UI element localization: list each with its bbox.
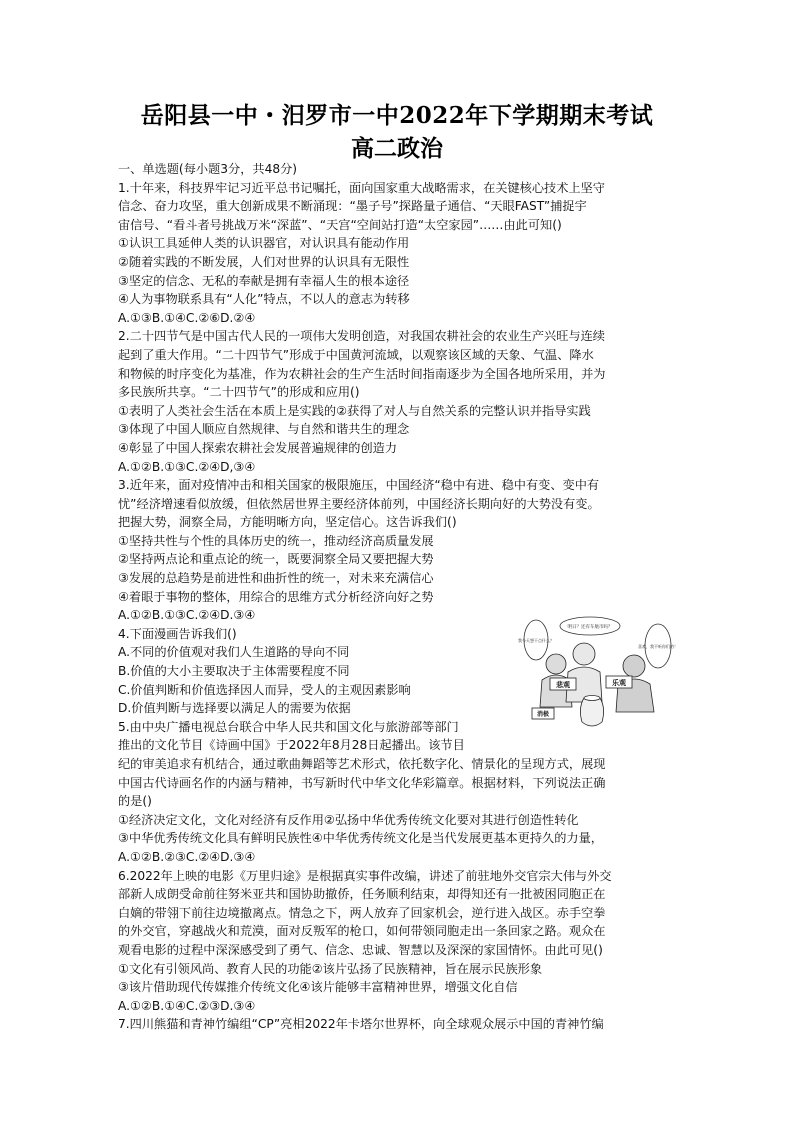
question-body — [118, 160, 688, 1034]
q1-line: 信念、奋力攻坚，重大创新成果不断涌现：“墨子号”探路量子通信、“天眼FAST”捕捉宇 — [118, 199, 587, 214]
q6-line: 部新人成朗受命前往努米亚共和国协助撤侨，任务顺利结束，却得知还有一批被困同胞正在 — [118, 887, 606, 902]
q6-line: 6.2022年上映的电影《万里归途》是根据真实事件改编，讲述了前驻地外交官宗大伟与外交 — [118, 868, 612, 883]
q3-option: ②坚持两点论和重点论的统一，既要洞察全局又要把握大势 — [118, 552, 434, 567]
q3-choices: A.①②B.①③C.②④D.③④ — [118, 608, 256, 623]
q4-option: A.不同的价值观对我们人生道路的导向不同 — [118, 645, 350, 660]
q5-line: 纪的审美追求有机结合，通过歌曲舞蹈等艺术形式，依托数字化、情景化的呈现方式，展现 — [118, 757, 606, 771]
q3-line: 3.近年来，面对疫情冲击和相关国家的极限施压，中国经济“稳中有进、稳中有变、变中有 — [118, 478, 600, 493]
q6-option: ①文化有引领风尚、教育人民的功能②该片弘扬了民族精神，旨在展示民族形象 — [118, 961, 543, 976]
sign-bottom-text: 消极 — [536, 711, 550, 718]
q5-line: 的是() — [118, 794, 152, 809]
q6-option: ③该片借助现代传媒推介传统文化④该片能够丰富精神世界，增强文化自信 — [118, 980, 518, 995]
q1-option: ①认识工具延伸人类的认识器官，对认识具有能动作用 — [118, 236, 410, 251]
sign-left-text: 悲观 — [556, 681, 570, 689]
q6-line: 的外交官，穿越战火和荒漠，面对反叛军的枪口，如何带领同胞走出一条回家之路。观众在 — [118, 924, 606, 939]
q1-option: ③坚定的信念、无私的奉献是拥有幸福人生的根本途径 — [118, 273, 410, 288]
q2-option: ①表明了人类社会生活在本质上是实践的②获得了对人与自然关系的完整认识并指导实践 — [118, 403, 591, 418]
q5-option: ③中华优秀传统文化具有鲜明民族性④中华优秀传统文化是当代发展更基本更持久的力量， — [118, 831, 603, 846]
bubble-left-text: 我今天想干点什么？ — [518, 638, 554, 643]
q3-line: 忧”经济增速看似放缓，但依然居世界主要经济体前列，中国经济长期向好的大势没有变。 — [118, 496, 600, 511]
q2-choices: A.①②B.①③C.②④D,③④ — [118, 459, 256, 474]
bubble-mid-text: 明日？还有车航市吗？ — [567, 625, 613, 630]
exam-title: 岳阳县一中・汨罗市一中2022年下学期期末考试 — [140, 102, 654, 129]
q5-line: 中国古代诗画名作的内涵与精神，书写新时代中华文化华彩篇章。根据材料，下列说法正确 — [118, 775, 606, 790]
q4-option: C.价值判断和价值选择因人而异，受人的主观因素影响 — [118, 682, 411, 697]
q3-option: ④着眼于事物的整体，用综合的思维方式分析经济向好之势 — [118, 589, 434, 604]
q3-option: ①坚持共性与个性的具体历史的统一，推动经济高质量发展 — [118, 533, 434, 548]
q2-line: 多民族所共享。“二十四节气”的形成和应用() — [118, 385, 360, 400]
q3-line: 把握大势，洞察全局，方能明晰方向，坚定信心。这告诉我们() — [118, 515, 457, 530]
sign-right-text: 乐观 — [612, 679, 626, 687]
q6-choices: A.①②B.①④C.②③D.③④ — [118, 998, 256, 1013]
cartoon-illustration — [518, 612, 678, 732]
q1-option: ④人为事物联系具有“人化”特点，不以人的意志为转移 — [118, 292, 410, 307]
q1-line: 1.十年来，科技界牢记习近平总书记嘱托，面向国家重大战略需求，在关键核心技术上坚守 — [118, 180, 605, 195]
question-6 — [118, 867, 688, 1016]
q4-option: D.价值判断与选择要以满足人的需要为依据 — [118, 701, 351, 716]
q4-line: 4.下面漫画告诉我们() — [118, 626, 237, 641]
bubble-right-text: 喜欢，我不听你们的！ — [638, 644, 678, 649]
question-5 — [118, 718, 688, 867]
q3-option: ③发展的总趋势是前进性和曲折性的统一，对未来充满信心 — [118, 571, 434, 586]
q5-choices: A.①②B.②③C.②④D.③④ — [118, 849, 256, 864]
question-3 — [118, 476, 688, 625]
question-7 — [118, 1015, 688, 1034]
q2-line: 起到了重大作用。“二十四节气”形成于中国黄河流域，以观察该区域的天象、气温、降水 — [118, 347, 594, 362]
q2-option: ④彰显了中国人探索农耕社会发展普遍规律的创造力 — [118, 440, 398, 455]
q2-line: 和物候的时序变化为基准，作为农耕社会的生产生活时间指南逐步为全国各地所采用，并为 — [118, 366, 606, 381]
q5-line: 5.由中央广播电视总台联合中华人民共和国文化与旅游部等部门 — [118, 719, 459, 734]
q2-line: 2.二十四节气是中国古代人民的一项伟大发明创造，对我国农耕社会的农业生产兴旺与连续 — [118, 329, 605, 344]
q5-line: 推出的文化节目《诗画中国》于2022年8月28日起播出。该节目 — [118, 738, 465, 753]
q1-line: 宙信号、“看斗者号挑战万米“深蓝”、“天宫“空间站打造“太空家园”……由此可知() — [118, 217, 562, 232]
q6-line: 观看电影的过程中深深感受到了勇气、信念、忠诚、智慧以及深深的家国情怀。由此可见() — [118, 942, 603, 957]
q1-choices: A.①③B.①④C.②⑥D.②④ — [118, 310, 256, 325]
q4-option: B.价值的大小主要取决于主体需要程度不同 — [118, 664, 350, 679]
q2-option: ③体现了中国人顺应自然规律、与自然和谐共生的理念 — [118, 422, 410, 437]
q6-line: 白嫡的带翎下前往边境撤离点。情急之下，两人放弃了回家机会，逆行进入战区。赤手空拳 — [118, 905, 606, 920]
q1-option: ②随着实践的不断发展，人们对世界的认识具有无限性 — [118, 254, 410, 269]
question-2 — [118, 327, 688, 476]
question-1 — [118, 179, 688, 328]
exam-subject: 高二政治 — [351, 135, 443, 162]
section-header: 一、单选题(每小题3分，共48分) — [118, 162, 298, 176]
q7-line: 7.四川熊猫和青神竹编组“CP”亮相2022年卡塔尔世界杯，向全球观众展示中国的青神竹编 — [118, 1017, 604, 1032]
q5-option: ①经济决定文化，文化对经济有反作用②弘扬中华优秀传统文化要对其进行创造性转化 — [118, 812, 579, 827]
vase-shape — [580, 698, 603, 726]
